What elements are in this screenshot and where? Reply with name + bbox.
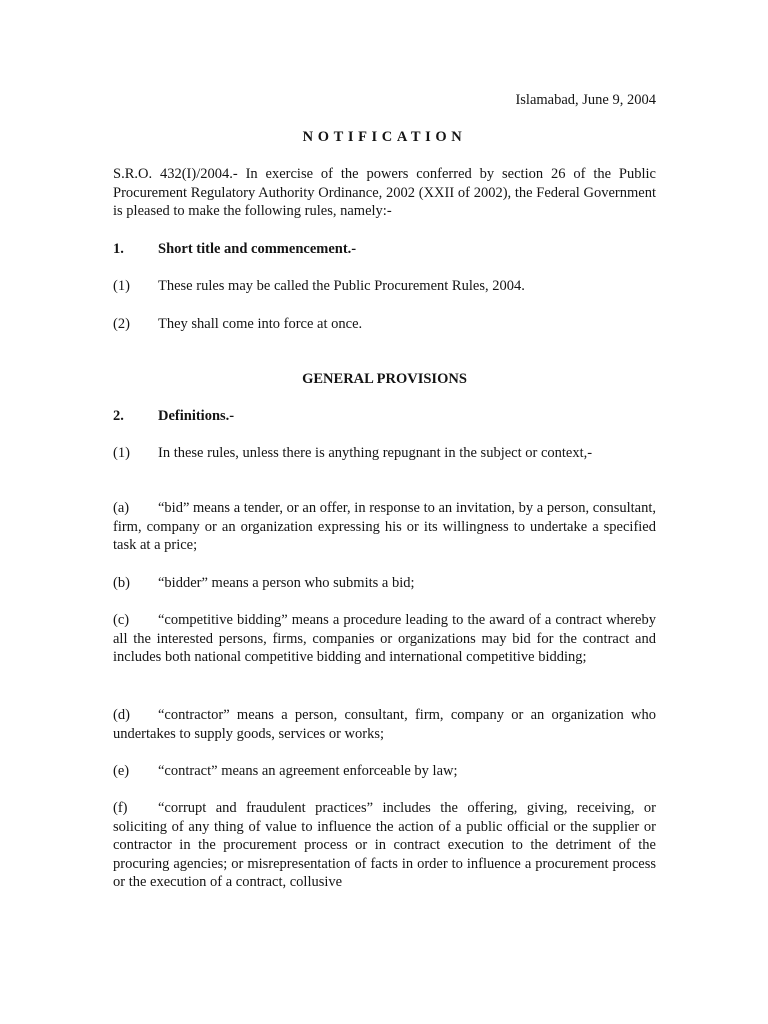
definition-number: (b) — [113, 575, 130, 591]
section-title: Short title and commencement.- — [158, 241, 357, 257]
section-title: Definitions.- — [158, 408, 235, 424]
item-text: They shall come into force at once. — [158, 316, 363, 332]
definition-c — [113, 611, 656, 667]
intro-paragraph: S.R.O. 432(I)/2004.- In exercise of the powers conferred by section 26 of the Public Procurement Regulatory Authority Ordinance, 2002 (XXII of 2002), the Federal Government is pleased to make the following rules, namely:- — [113, 166, 656, 220]
definition-f — [113, 799, 656, 892]
definition-number: (e) — [113, 763, 130, 779]
definition-text: “contract” means an agreement enforceable by law; — [158, 763, 458, 779]
definition-text: “bid” means a tender, or an offer, in response to an invitation, by a person, consultant, firm, company or an organization expressing his or its willingness to undertake a specified task at a price; — [113, 500, 656, 554]
section-2-heading — [113, 407, 656, 426]
item-number: (2) — [113, 316, 130, 332]
section-number: 2. — [113, 408, 124, 424]
section-1-item — [113, 315, 656, 334]
notification-title: NOTIFICATION — [302, 129, 467, 145]
place-date: Islamabad, June 9, 2004 — [515, 92, 656, 108]
definition-number: (d) — [113, 707, 130, 723]
subsection-text: In these rules, unless there is anything repugnant in the subject or context,- — [158, 445, 593, 461]
definition-a — [113, 499, 656, 555]
definition-text: “bidder” means a person who submits a bid; — [158, 575, 415, 591]
item-text: These rules may be called the Public Procurement Rules, 2004. — [158, 278, 525, 294]
section-2-subsection — [113, 444, 656, 463]
item-number: (1) — [113, 278, 130, 294]
section-number: 1. — [113, 241, 124, 257]
subsection-number: (1) — [113, 445, 130, 461]
definition-number: (c) — [113, 612, 130, 628]
definition-b — [113, 574, 656, 593]
definition-text: “competitive bidding” means a procedure leading to the award of a contract whereby all the interested persons, firms, companies or organizations may bid for the contract and includes both national competitive bidding and international competitive bidding; — [113, 612, 656, 666]
definition-d — [113, 706, 656, 743]
definition-e — [113, 762, 656, 781]
section-1-item — [113, 277, 656, 296]
section-1-heading — [113, 240, 656, 259]
definition-text: “corrupt and fraudulent practices” includes the offering, giving, receiving, or soliciting of any thing of value to influence the action of a public official or the supplier or contractor in the procurement process or in contract execution to the detriment of the procuring agencies; or misrepresentation of facts in order to influence a procurement process or the execution of a contract, collusive — [113, 800, 656, 891]
definition-number: (f) — [113, 800, 128, 816]
definition-text: “contractor” means a person, consultant, firm, company or an organization who undertakes to supply goods, services or works; — [113, 707, 656, 742]
general-provisions-heading: GENERAL PROVISIONS — [302, 371, 467, 387]
definition-number: (a) — [113, 500, 130, 516]
